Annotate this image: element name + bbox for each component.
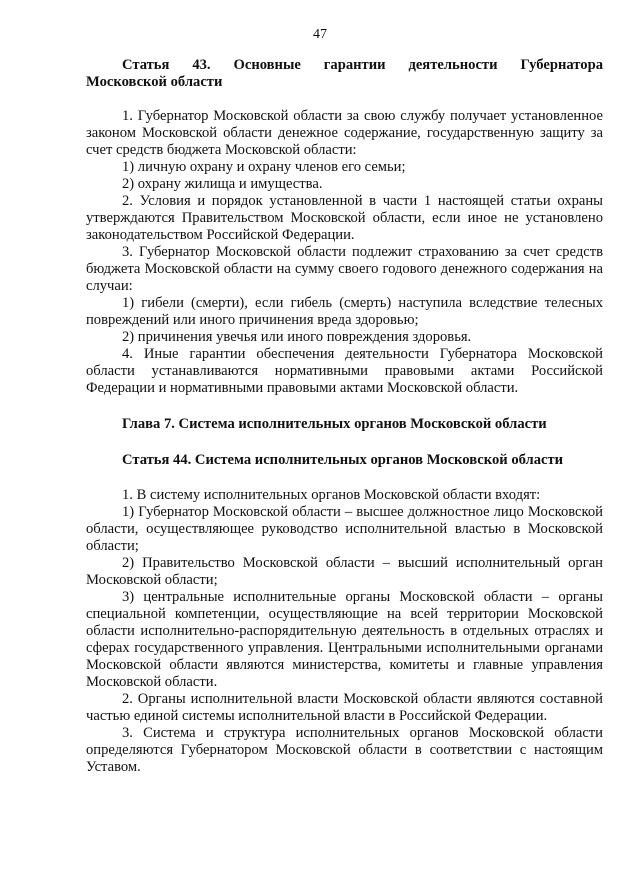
- article-43-item: 2) охрану жилища и имущества.: [122, 176, 323, 192]
- article-43-paragraph: 3. Губернатор Московской области подлежит страхованию за счет средств бюджета Московской области на сумму своего годового денежного содержания на случаи:: [86, 244, 603, 294]
- page-content: [86, 57, 603, 776]
- article-44-paragraph: 1. В систему исполнительных органов Московской области входят:: [122, 487, 541, 503]
- article-44-title: Статья 44. Система исполнительных органов Московской области: [122, 452, 564, 468]
- article-43-body: [86, 108, 603, 397]
- article-44-paragraph: 2. Органы исполнительной власти Московской области являются составной частью единой системы исполнительной власти в Российской Федерации.: [86, 691, 603, 724]
- article-43-item: 1) личную охрану и охрану членов его семьи;: [122, 159, 406, 175]
- article-43-paragraph: 1. Губернатор Московской области за свою службу получает установленное законом Московской области денежное содержание, государственную защиту за счет средств бюджета Московской области:: [86, 108, 603, 158]
- article-43-item: 1) гибели (смерти), если гибель (смерть) наступила вследствие телесных повреждений или иного причинения вреда здоровью;: [86, 295, 603, 328]
- article-43-paragraph: 4. Иные гарантии обеспечения деятельности Губернатора Московской области устанавливаются нормативными правовыми актами Российской Федерации и нормативными правовыми актами Московской области.: [86, 346, 603, 396]
- article-43-item: 2) причинения увечья или иного повреждения здоровья.: [122, 329, 472, 345]
- page-number: 47: [313, 27, 327, 42]
- article-43-title: Статья 43. Основные гарантии деятельности Губернатора: [122, 57, 603, 73]
- article-44-item: 3) центральные исполнительные органы Московской области – органы специальной компетенции, осуществляющие на всей территории Московской области исполнительно-распорядительную деятельность в отдельных отраслях и сферах государственного управления. Центральными исполнительными органами Московской области являются министерства, комитеты и главные управления Московской области.: [86, 589, 603, 690]
- article-44-item: 1) Губернатор Московской области – высшее должностное лицо Московской области, осуществляющее руководство исполнительной властью в Московской области;: [86, 504, 603, 554]
- article-43-title-continuation: Московской области: [86, 74, 223, 90]
- chapter-7-title: Глава 7. Система исполнительных органов Московской области: [122, 416, 547, 432]
- article-43-paragraph: 2. Условия и порядок установленной в части 1 настоящей статьи охраны утверждаются Правительством Московской области, если иное не установлено законодательством Российской Федерации.: [86, 193, 603, 243]
- article-44-body: [86, 487, 603, 776]
- article-44-paragraph: 3. Система и структура исполнительных органов Московской области определяются Губернатором Московской области в соответствии с настоящим Уставом.: [86, 725, 603, 775]
- article-44-item: 2) Правительство Московской области – высший исполнительный орган Московской области;: [86, 555, 603, 588]
